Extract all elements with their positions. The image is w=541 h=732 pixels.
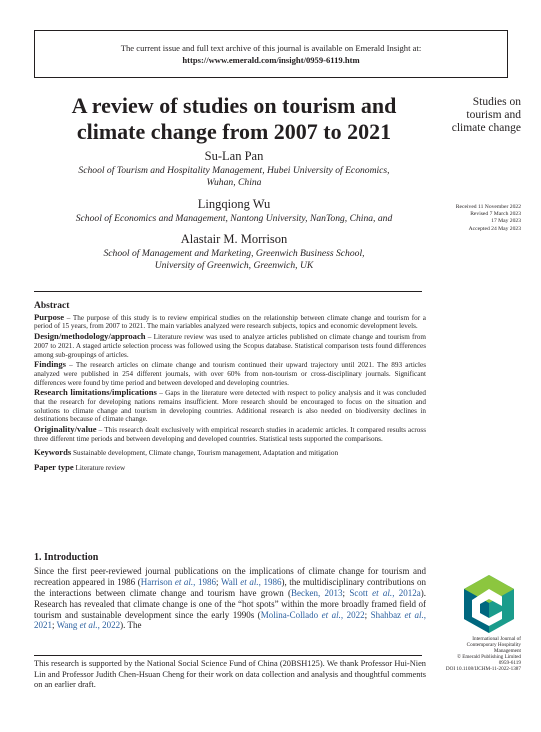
author-affiliation: School of Tourism and Hospitality Management, Hubei University of Economics, — [78, 165, 390, 176]
text-run: Since the first peer-reviewed journal publications on the implications of climate change for tourism and recreation appeared in 1986 ( — [34, 565, 426, 587]
citation-link[interactable]: Scott et al., 2012a — [349, 587, 421, 598]
author-affiliation: School of Management and Marketing, Greenwich Business School, — [103, 248, 365, 259]
section-text: – The research articles on climate change and tourism continued their upward trajectory until 2021. The 893 articles analyzed were published in 254 different journals, with over 60% from non-tourism or cross-disciplinary journals. Significant differences were found by time period and between developed and developing countries. — [34, 361, 426, 387]
author-affiliation: School of Economics and Management, Nantong University, NanTong, China, and — [75, 213, 393, 224]
section-text: – The purpose of this study is to review empirical studies on the relationship between climate change and tourism for a period of 15 years, from 2007 to 2021. The main variables analyzed were research subjects, topics and economic development levels. — [34, 313, 426, 331]
funding-footnote: This research is supported by the National Social Science Fund of China (20BSH125). We thank Professor Hui-Nien Lin and Professor Judith Chen-Hsuan Cheng for their work on data collection and analysis and thoughtful comments on an earlier draft. — [34, 659, 426, 689]
text-run: ). Research has revealed that climate change is one of the “hot spots” within the more broadly framed field of tourism and sustainable development since the early 1990s ( — [34, 587, 426, 620]
access-banner — [34, 30, 508, 78]
article-history — [401, 204, 521, 233]
journal-info — [411, 636, 521, 673]
revised-date: 17 May 2023 — [491, 218, 521, 225]
accepted-date: Accepted 24 May 2023 — [468, 225, 521, 232]
section-label: Originality/value — [34, 424, 97, 435]
section-text: – This research dealt exclusively with empirical research studies in academic articles. It compared results across three different time periods and between developing and developed countries. Statistical tests supported the comparisons. — [34, 426, 426, 443]
citation-link[interactable]: Wang et al., 2022 — [56, 620, 121, 631]
paper-type — [34, 463, 426, 473]
received-date: Received 11 November 2022 — [455, 204, 521, 210]
section-label: Research limitations/implications — [34, 387, 157, 398]
journal-line: International Journal of — [472, 636, 521, 642]
citation-link[interactable]: Becken, 2013 — [291, 587, 343, 598]
abstract-limitations — [34, 388, 426, 424]
citation-link[interactable]: Shahbaz et al., 2021 — [34, 609, 426, 631]
section-heading: 1. Introduction — [34, 552, 99, 563]
abstract-purpose — [34, 313, 426, 331]
paper-type-text: Literature review — [73, 464, 126, 473]
paper-type-label: Paper type — [34, 462, 74, 473]
abstract-design — [34, 332, 426, 359]
text-run: ; — [216, 576, 221, 587]
introduction — [34, 553, 426, 631]
title-line-1: A review of studies on tourism and — [71, 93, 397, 118]
keywords — [34, 448, 426, 458]
divider — [34, 291, 422, 292]
keywords-label: Keywords — [34, 446, 72, 457]
abstract-originality — [34, 425, 426, 443]
text-run: ; — [52, 620, 57, 631]
citation-link[interactable]: Harrison et al., 1986 — [140, 576, 217, 587]
journal-line: 0959-6119 — [498, 660, 521, 667]
section-label: Findings — [34, 359, 67, 370]
text-run: ). The — [120, 620, 142, 631]
author-name: Su-Lan Pan — [204, 149, 264, 163]
author-name: Lingqiong Wu — [197, 197, 271, 211]
author-affiliation: University of Greenwich, Greenwich, UK — [154, 260, 314, 271]
running-head-line: tourism and — [466, 109, 521, 121]
intro-paragraph — [34, 566, 426, 631]
journal-doi: DOI 10.1108/IJCHM-11-2022-1387 — [445, 666, 521, 673]
revised-date: Revised 7 March 2023 — [470, 211, 521, 218]
section-label: Design/methodology/approach — [34, 331, 146, 342]
citation-link[interactable]: Molina-Collado et al., 2022 — [260, 609, 365, 620]
section-text: – Gaps in the literature were detected with respect to policy analysis and it was concluded that the research for developing nations remains insufficient. More research should be encouraged to focus on the situation and solutions to climate change and tourism in developing countries. Additional research is also needed on biodiversity declines in destinations because of climate change. — [34, 389, 426, 424]
section-label: Purpose — [34, 311, 65, 322]
abstract — [34, 302, 426, 474]
emerald-logo-icon — [458, 573, 520, 635]
banner-text: The current issue and full text archive of this journal is available on Emerald Insight at: — [120, 43, 422, 53]
title-line-2: climate change from 2007 to 2021 — [76, 119, 392, 144]
text-run: ; — [342, 587, 350, 598]
journal-line: Management — [493, 648, 521, 655]
author-name: Alastair M. Morrison — [180, 232, 288, 246]
running-head-line: Studies on — [472, 96, 521, 108]
running-head-line: climate change — [451, 122, 521, 134]
abstract-findings — [34, 360, 426, 387]
running-head — [401, 96, 521, 135]
section-text: – Literature review was used to analyze articles published on climate change and tourism from 2007 to 2021. A staged article selection process was followed using the Scopus database. Statistical comparison tests found differences among sub-groupings of articles. — [34, 333, 426, 359]
author-affiliation: Wuhan, China — [206, 177, 262, 188]
citation-link[interactable]: Wall et al., 1986 — [220, 576, 282, 587]
journal-line: © Emerald Publishing Limited — [456, 654, 521, 661]
article-title — [34, 93, 434, 145]
journal-url-link[interactable]: https://www.emerald.com/insight/0959-6119.htm — [182, 55, 360, 65]
abstract-heading: Abstract — [34, 301, 70, 311]
text-run: ), the multidisciplinary contributions on the interactions between climate change and tourism have grown ( — [34, 576, 427, 598]
keywords-text: Sustainable development, Climate change, Tourism management, Adaptation and mitigation — [71, 448, 339, 457]
footnote-divider — [34, 655, 422, 656]
text-run: ; — [364, 609, 371, 620]
journal-line: Contemporary Hospitality — [466, 642, 521, 649]
